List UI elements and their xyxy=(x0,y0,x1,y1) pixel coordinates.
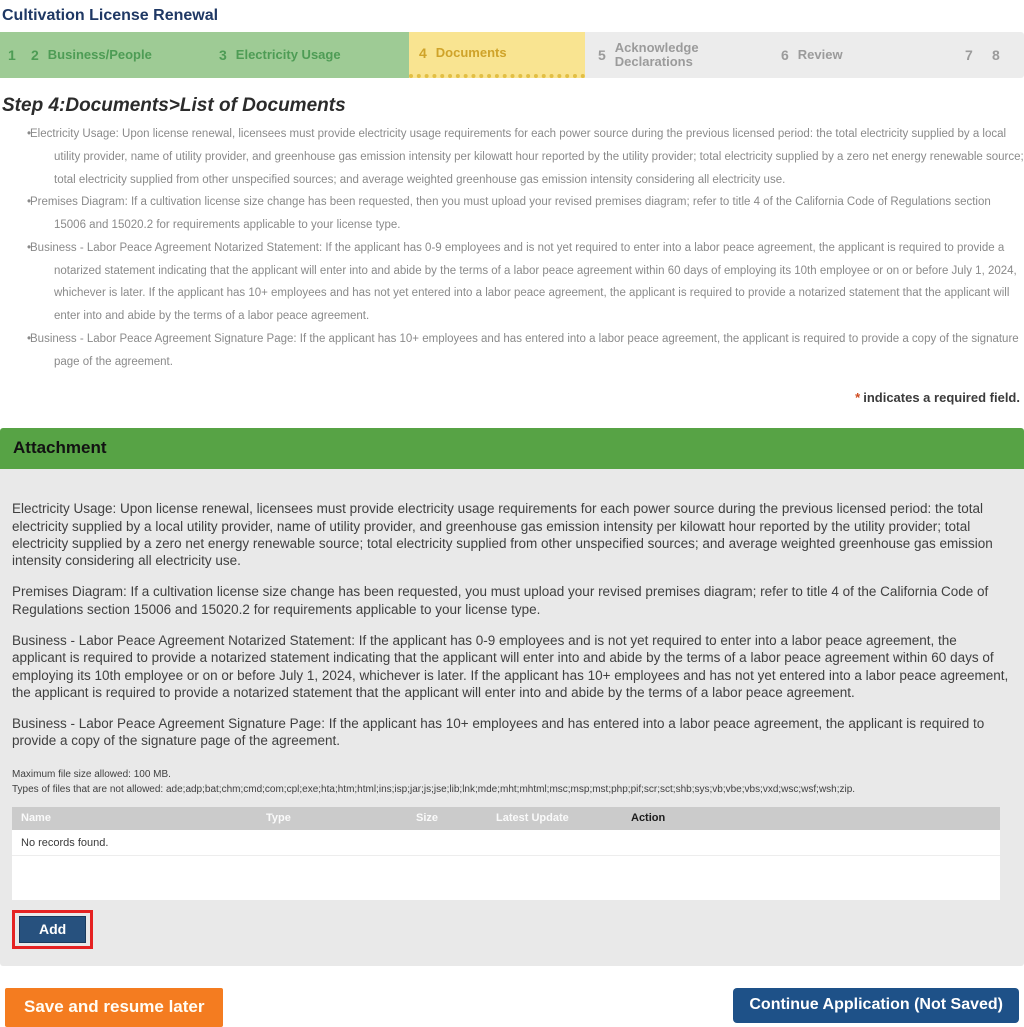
bullet-text-electricity-usage: Electricity Usage: Upon license renewal, licensees must provide electricity usage requirements for each power source during the previous licensed period: the total electricity supplied by a local utility provider, name of utility provider, and greenhouse gas emission intensity per kilowatt hour reported by the utility provider; total electricity supplied by a zero net energy renewable source; total electricity supplied from other unspecified sources; and average weighted greenhouse gas emission intensity considering all electricity use. xyxy=(30,128,1024,186)
wizard-segment-upcoming xyxy=(585,32,1024,78)
step-label: Documents xyxy=(435,44,507,60)
page-title: Cultivation License Renewal xyxy=(2,7,219,24)
step-number: 8 xyxy=(992,47,1000,63)
attachment-paragraph-premises-diagram: Premises Diagram: If a cultivation license size change has been requested, you must upload your revised premises diagram; refer to title 4 of the California Code of Regulations section 15006 and 15020.2 for requirements applicable to your license type. xyxy=(12,584,989,617)
attachments-table xyxy=(12,807,1000,900)
attachment-section xyxy=(0,428,1024,965)
document-requirements-list xyxy=(0,123,1024,373)
list-item xyxy=(0,328,1024,374)
step-number: 2 xyxy=(31,47,39,63)
step-number: 1 xyxy=(8,47,16,63)
wizard-step-7 xyxy=(961,47,988,63)
attachment-paragraph-electricity-usage: Electricity Usage: Upon license renewal, licensees must provide electricity usage requirements for each power source during the previous licensed period: the total electricity supplied by a local utility provider, name of utility provider, and greenhouse gas emission intensity per kilowatt hour reported by the utility provider; total electricity supplied by a zero net energy renewable source; total electricity supplied from other unspecified sources; and average weighted greenhouse gas emission intensity considering all electricity use. xyxy=(12,501,993,569)
footer-action-bar xyxy=(0,988,1024,1027)
step-label: Business/People xyxy=(47,46,152,62)
attachment-section-body xyxy=(0,469,1024,965)
step-number: 3 xyxy=(219,47,227,63)
step-number: 7 xyxy=(965,47,973,63)
attachments-table-header xyxy=(12,807,1000,830)
bullet-text-premises-diagram: Premises Diagram: If a cultivation license size change has been requested, then you must upload your revised premises diagram; refer to title 4 of the California Code of Regulations section 15006 and 15020.2 for requirements applicable to your license type. xyxy=(30,196,991,232)
disallowed-file-types-note: Types of files that are not allowed: ade;adp;bat;chm;cmd;com;cpl;exe;hta;htm;html;ins;isp;jar;js;jse;lib;lnk;mde;mht;mhtml;msc;msp;mst;php;pif;scr;sct;shb;sys;vb;vbe;vbs;vxd;wsc;wsf;wsh;zip. xyxy=(12,783,856,795)
cultivation-license-renewal-page xyxy=(0,7,1024,1027)
max-file-size-note: Maximum file size allowed: 100 MB. xyxy=(12,768,171,780)
column-header-action: Action xyxy=(631,812,666,825)
attachments-table-body xyxy=(12,830,1000,900)
list-item xyxy=(0,191,1024,237)
add-button-annotation-box xyxy=(12,910,93,949)
step-number: 6 xyxy=(781,47,789,63)
wizard-step-bar xyxy=(0,32,1024,78)
save-and-resume-later-button[interactable]: Save and resume later xyxy=(5,988,223,1027)
wizard-step-6-review xyxy=(777,47,961,63)
column-header-size: Size xyxy=(416,812,439,825)
column-header-type: Type xyxy=(266,812,291,825)
list-item xyxy=(0,123,1024,191)
continue-application-button[interactable]: Continue Application (Not Saved) xyxy=(733,988,1019,1023)
step-label: Electricity Usage xyxy=(235,46,341,62)
wizard-step-4-documents[interactable] xyxy=(409,45,511,61)
wizard-step-8 xyxy=(988,47,1024,63)
list-item xyxy=(0,237,1024,328)
step-number: 5 xyxy=(598,47,606,63)
add-button[interactable]: Add xyxy=(19,916,86,943)
attachment-paragraph-lpa-signature-page: Business - Labor Peace Agreement Signature Page: If the applicant has 10+ employees and has entered into a labor peace agreement, the applicant is required to provide a copy of the signature page of the agreement. xyxy=(12,716,985,749)
wizard-step-2-business-people[interactable] xyxy=(27,47,215,63)
wizard-segment-current xyxy=(409,32,585,78)
wizard-step-1[interactable] xyxy=(0,47,27,63)
no-records-row: No records found. xyxy=(12,830,1000,856)
step-heading: Step 4:Documents>List of Documents xyxy=(2,95,346,116)
step-label: Acknowledge Declarations xyxy=(614,39,699,69)
step-label: Review xyxy=(797,46,843,62)
column-header-latest-update: Latest Update xyxy=(496,812,569,825)
bullet-text-lpa-notarized-statement: Business - Labor Peace Agreement Notarized Statement: If the applicant has 0-9 employees and is not yet required to enter into a labor peace agreement, the applicant is required to provide a notarized statement indicating that the applicant will enter into and abide by the terms of a labor peace agreement within 60 days of employing its 10th employee or on or before July 1, 2024, whichever is later. If the applicant has 10+ employees and has not yet entered into a labor peace agreement, the applicant is required to provide a notarized statement that the applicant will enter into and abide by the terms of a labor peace agreement. xyxy=(30,241,1017,323)
attachment-section-header: Attachment xyxy=(0,428,1024,469)
attachment-paragraph-lpa-notarized-statement: Business - Labor Peace Agreement Notarized Statement: If the applicant has 0-9 employees and is not yet required to enter into a labor peace agreement, the applicant is required to provide a notarized statement indicating that the applicant will enter into and abide by the terms of a labor peace agreement within 60 days of employing its 10th employee or on or before July 1, 2024, whichever is later. If the applicant has 10+ employees and has not yet entered into a labor peace agreement, the applicant is required to provide a notarized statement that the applicant will enter into and abide by the terms of a labor peace agreement. xyxy=(12,633,1009,700)
required-note-text: indicates a required field. xyxy=(863,390,1020,406)
bullet-text-lpa-signature-page: Business - Labor Peace Agreement Signature Page: If the applicant has 10+ employees and has entered into a labor peace agreement, the applicant is required to provide a copy of the signature page of the agreement. xyxy=(30,332,1019,368)
required-asterisk: * xyxy=(855,390,861,406)
column-header-name: Name xyxy=(21,812,51,825)
wizard-segment-completed xyxy=(0,32,409,78)
wizard-step-3-electricity-usage[interactable] xyxy=(215,47,409,63)
wizard-step-5-acknowledge-declarations xyxy=(585,41,777,70)
required-field-note xyxy=(0,390,1020,405)
step-number: 4 xyxy=(419,45,427,61)
